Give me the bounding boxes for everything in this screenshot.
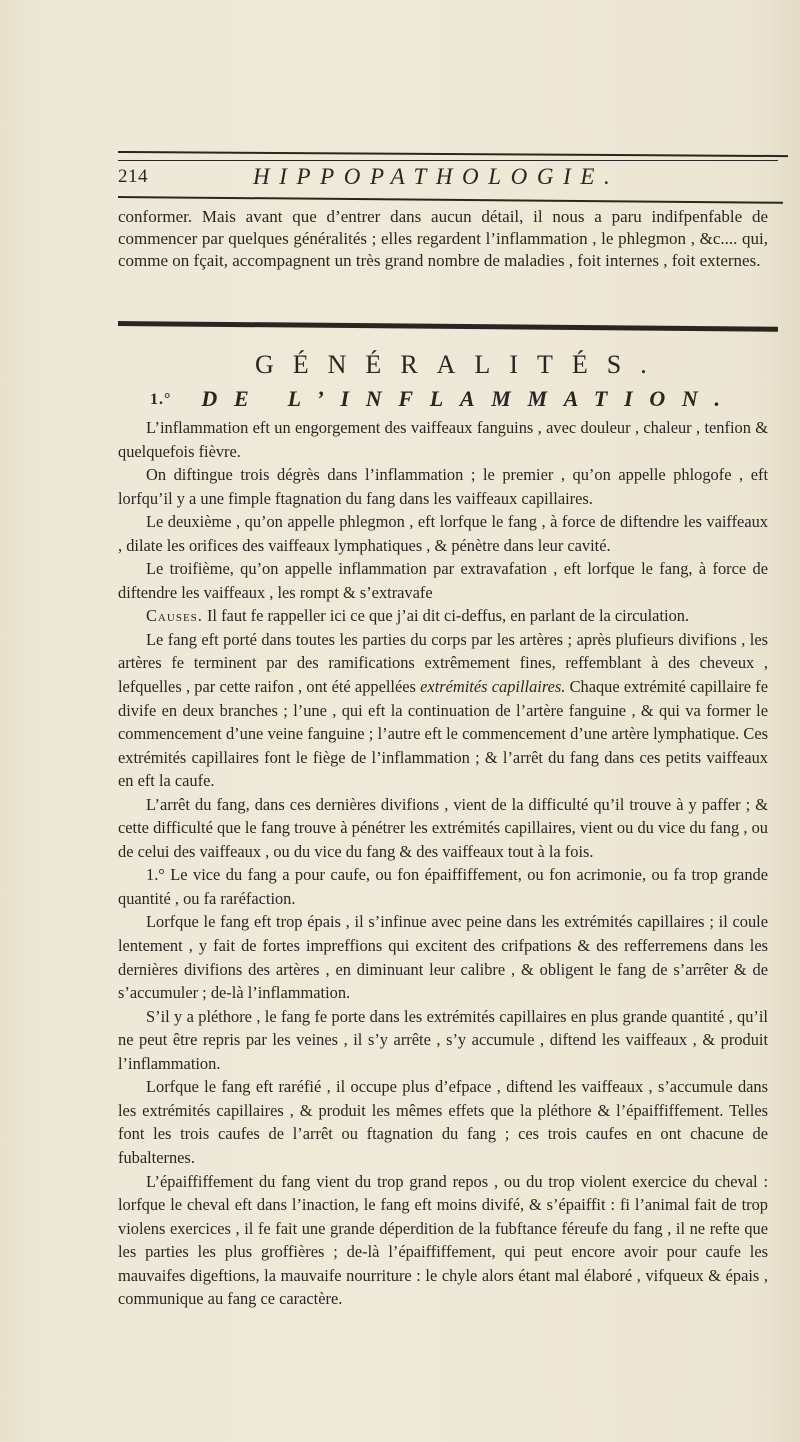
paragraph: [118, 1075, 768, 1169]
paragraph: [118, 1170, 768, 1311]
paragraph-text: 1.° Le vice du fang a pour caufe, ou fon épaiffiffement, ou fon acrimonie, ou fa trop grande quantité , ou fa raréfaction.: [118, 865, 768, 908]
body-text: [118, 416, 768, 1311]
paragraph: [118, 1005, 768, 1076]
paragraph-text: Lorfque le fang eft trop épais , il s’infinue avec peine dans les extrémités capillaires ; il coule lentement , y fait de fortes impreffions qui excitent des crifpations & des refferremens dans les dernières divifions des artères , en diminuant leur calibre , & obligent le fang de s’arrêter & de s’accumuler ; de-là l’inflammation.: [118, 912, 768, 1003]
paragraph: [118, 628, 768, 793]
intro-paragraph: conformer. Mais avant que d’entrer dans aucun détail, il nous a paru indifpenfable de commencer par quelques généralités ; elles regardent l’inflammation , le phlegmon , &c.... qui, comme on fçait, accompagnent un très grand nombre de maladies , foit internes , foit externes.: [118, 207, 768, 270]
paragraph-text: Lorfque le fang eft raréfié , il occupe plus d’efpace , diftend les vaiffeaux , s’accumule dans les extrémités capillaires , & produit les mêmes effets que la pléthore & l’épaiffiffement. Telles font les trois caufes de l’arrêt ou ftagnation du fang ; ces trois caufes en ont chacune de fubalternes.: [118, 1077, 768, 1167]
header-rule-lower: [118, 196, 783, 204]
paragraph-text: Chaque extrémité capillaire fe divife en deux branches ; l’une , qui eft la continuation de l’artère fanguine , & qui va former le commencement d’une veine fanguine ; l’autre eft le commencement d’une artère lymphatique. Ces extrémités capillaires font le fiège de l’inflammation ; & l’arrêt du fang dans ces petits vaiffeaux en eft la caufe.: [118, 677, 768, 791]
page-number: 214: [118, 166, 148, 187]
paragraph: [118, 557, 768, 604]
paragraph-text: S’il y a pléthore , le fang fe porte dans les extrémités capillaires en plus grande quantité , qu’il ne peut être repris par les veines , il s’y arrête , s’y accumule , diftend les vaiffeaux , & produit l’inflammation.: [118, 1006, 768, 1073]
paragraph: [118, 793, 768, 864]
paragraph: [118, 416, 768, 463]
paragraph: [118, 910, 768, 1004]
paragraph-text: L’épaiffiffement du fang vient du trop grand repos , ou du trop violent exercice du cheval : lorfque le cheval eft dans l’inaction, le fang eft moins divifé, & s’épaiffit : fi l’animal fait de trop violens exercices , il fe fait une grande déperdition de la fubftance féreufe du fang , il ne refte que les parties les plus groffières ; de-là l’épaiffiffement, qui peut encore avoir pour caufe les mauvaifes digeftions, la mauvaife nourriture : le chyle alors étant mal élaboré , vifqueux & épais , communique au fang ce caractère.: [118, 1171, 768, 1309]
paragraph: [118, 510, 768, 557]
paragraph-text: Le fang eft porté dans toutes les parties du corps par les artères ; après plufieurs divifions , les artères fe terminent par des ramifications extrêmement fines, reffemblant à des cheveux , lefquelles , par cette raifon , ont été appellées: [118, 629, 768, 697]
subsection-number: 1.°: [150, 391, 172, 408]
section-rule: [118, 321, 778, 332]
paragraph-text: Il faut fe rappeller ici ce que j’ai dit ci-deffus, en parlant de la circulation.: [202, 606, 690, 626]
emphasis-term: extrémités capillaires.: [420, 677, 566, 697]
paragraph-text: L’arrêt du fang, dans ces dernières divifions , vient de la difficulté qu’il trouve à y paffer ; & cette difficulté que le fang trouve à pénétrer les extrémités capillaires, vient ou du vice du fang , ou de celui des vaiffeaux , ou du vice du fang & des vaiffeaux tout à la fois.: [118, 794, 768, 861]
paragraph-text: L’inflammation eft un engorgement des vaiffeaux fanguins , avec douleur , chaleur , tenfion & quelquefois fièvre.: [118, 418, 768, 461]
paragraph: [118, 463, 768, 510]
subsection-title: DE L’INFLAMMATION.: [201, 386, 737, 411]
paragraph-text: Le troifième, qu’on appelle inflammation par extravafation , eft lorfque le fang, à force de diftendre les vaiffeaux , les rompt & s’extravafe: [118, 559, 768, 602]
top-rule: [118, 151, 788, 157]
header-rule-upper: [118, 160, 778, 161]
paragraph-text: On diftingue trois dégrès dans l’inflammation ; le premier , qu’on appelle phlogofe , eft lorfqu’il y a une fimple ftagnation du fang dans les vaiffeaux capillaires.: [118, 465, 768, 508]
paragraph-causes: [118, 604, 768, 628]
subsection-heading: [150, 386, 737, 412]
running-title: HIPPOPATHOLOGIE.: [253, 164, 620, 189]
paragraph: [118, 863, 768, 910]
causes-lead: Causes.: [146, 606, 203, 626]
section-title: GÉNÉRALITÉS.: [255, 350, 666, 379]
paragraph-text: Le deuxième , qu’on appelle phlegmon , eft lorfque le fang , à force de diftendre les vaiffeaux , dilate les orifices des vaiffeaux lymphatiques , & pénètre dans leur cavité.: [118, 512, 768, 555]
